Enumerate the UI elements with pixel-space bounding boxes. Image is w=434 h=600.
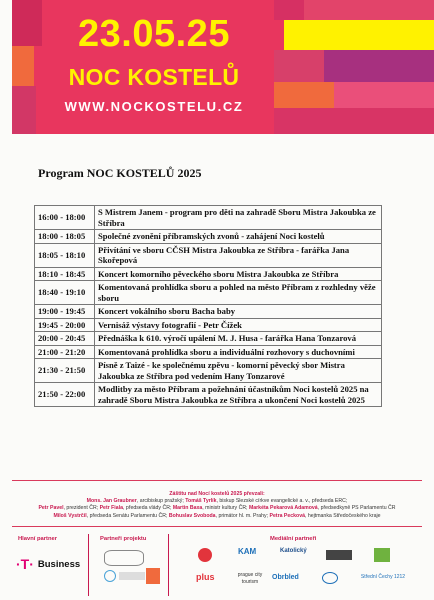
- event-title: NOC KOSTELŮ: [68, 64, 240, 90]
- program-row-time: 21:30 - 21:50: [35, 359, 95, 383]
- project-partners-label: Partneři projektu: [100, 536, 147, 542]
- patron-name: Bohuslav Svoboda: [168, 512, 216, 519]
- media-logo-green: [374, 548, 390, 562]
- program-row: [35, 345, 382, 359]
- program-row: [35, 383, 382, 407]
- program-row-time: 19:00 - 19:45: [35, 305, 95, 319]
- patron-name: Petra Pecková: [269, 512, 305, 519]
- divider: [12, 480, 422, 481]
- media-logo-kam: KAM: [238, 547, 257, 556]
- media-logo-plus: plus: [196, 572, 215, 582]
- program-row-text: Písně z Taizé - ke společnému zpěvu - komorní pěvecký sbor Mistra Jakoubka ze Stříbra pod vedením Hany Tonzarové: [95, 359, 382, 383]
- project-logo-4: [146, 568, 160, 584]
- patron-role: , předsedkyně PS Parlamentu ČR: [317, 505, 396, 512]
- main-partner-name: Business: [37, 558, 81, 570]
- program-row-time: 20:00 - 20:45: [35, 332, 95, 346]
- patronage-block: [14, 491, 420, 520]
- patron-role: , biskup Slezské církve evangelické a. v., předseda ERC;: [216, 498, 348, 505]
- deco-square: [274, 82, 334, 108]
- program-row-time: 21:00 - 21:20: [35, 345, 95, 359]
- deco-square: [284, 20, 434, 50]
- main-partner-label: Hlavní partner: [18, 536, 57, 542]
- patron-role: , předseda Senátu Parlamentu ČR;: [86, 512, 169, 519]
- media-logo-radio: [322, 572, 338, 584]
- program-row-text: S Mistrem Janem - program pro děti na zahradě Sboru Mistra Jakoubka ze Stříbra: [95, 206, 382, 230]
- patron-name: Petr Fiala: [99, 505, 123, 512]
- event-website: WWW.NOCKOSTELU.CZ: [64, 99, 244, 114]
- program-row-time: 16:00 - 18:00: [35, 206, 95, 230]
- media-logo-box: [326, 550, 352, 560]
- program-row: [35, 230, 382, 244]
- program-row-time: 18:10 - 18:45: [35, 267, 95, 281]
- deco-square: [274, 108, 434, 134]
- divider: [88, 534, 89, 596]
- patron-role: , arcibiskup pražský;: [136, 498, 186, 505]
- deco-square: [274, 50, 324, 82]
- telekom-t-icon: ·T·: [16, 556, 34, 572]
- media-logo-prague-city-tourism: prague city tourism: [237, 572, 263, 585]
- event-date: 23.05.25: [78, 13, 230, 55]
- header-banner: [12, 0, 434, 134]
- project-logo-2: [104, 570, 116, 582]
- program-row-text: Koncert vokálního sboru Bacha baby: [95, 305, 382, 319]
- program-table: [34, 205, 382, 407]
- patron-name: Petr Pavel: [38, 505, 64, 512]
- program-row: [35, 206, 382, 230]
- divider: [12, 526, 422, 527]
- deco-square: [12, 46, 34, 86]
- program-row: [35, 267, 382, 281]
- program-row-text: Koncert komorního pěveckého sboru Mistra Jakoubka ze Stříbra: [95, 267, 382, 281]
- patronage-line: [14, 513, 420, 520]
- program-row-text: Společné zvonění příbramských zvonů - zahájení Noci kostelů: [95, 230, 382, 244]
- program-row-time: 18:05 - 18:10: [35, 243, 95, 267]
- program-row: [35, 305, 382, 319]
- program-row: [35, 359, 382, 383]
- patron-role: , předseda vlády ČR;: [122, 505, 173, 512]
- patronage-line: [14, 505, 420, 512]
- program-title: Program NOC KOSTELŮ 2025: [38, 166, 202, 180]
- program-row: [35, 281, 382, 305]
- media-logo-stredni-cechy: Střední Čechy 1212: [360, 574, 406, 580]
- media-logo-circle: [198, 548, 212, 562]
- program-row: [35, 318, 382, 332]
- project-logo-3: [119, 572, 145, 580]
- program-row-text: Komentovaná prohlídka sboru a pohled na město Příbram z rozhledny věže sboru: [95, 281, 382, 305]
- program-row-time: 18:40 - 19:10: [35, 281, 95, 305]
- divider: [168, 534, 169, 596]
- program-row: [35, 243, 382, 267]
- media-partners-label: Mediální partneři: [270, 536, 317, 542]
- program-row-text: Vernisáž výstavy fotografií - Petr Čížek: [95, 318, 382, 332]
- patronage-heading: Záštitu nad Nocí kostelů 2025 převzali:: [169, 491, 265, 497]
- telekom-logo: [16, 556, 80, 572]
- media-logo-katolicky: Katolický: [280, 548, 307, 554]
- patron-name: Tomáš Tyrlík: [185, 498, 217, 505]
- program-row-time: 19:45 - 20:00: [35, 318, 95, 332]
- patron-name: Mons. Jan Graubner: [86, 498, 137, 505]
- deco-square: [304, 0, 434, 20]
- patron-role: , ministr kultury ČR;: [202, 505, 249, 512]
- program-row-time: 18:00 - 18:05: [35, 230, 95, 244]
- patron-name: Martin Baxa: [172, 505, 203, 512]
- program-row-time: 21:50 - 22:00: [35, 383, 95, 407]
- program-row: [35, 332, 382, 346]
- patron-role: , primátor hl. m. Prahy;: [215, 512, 270, 519]
- program-row-text: Modlitby za město Příbram a požehnání účastníkům Noci kostelů 2025 na zahradě Sboru Mistra Jakoubka ze Stříbra a ukončení Noci kostelů 2025: [95, 383, 382, 407]
- project-logo-1: [104, 550, 144, 566]
- program-row-text: Přednáška k 610. výročí upálení M. J. Husa - farářka Hana Tonzarová: [95, 332, 382, 346]
- deco-square: [334, 82, 434, 108]
- patron-role: , prezident ČR;: [63, 505, 100, 512]
- program-row-text: Komentovaná prohlídka sboru a individuální rozhovory s duchovními: [95, 345, 382, 359]
- patron-role: , hejtmanka Středočeského kraje: [304, 512, 381, 519]
- media-logo-obrbled: Obrbled: [272, 574, 299, 581]
- deco-square: [12, 86, 36, 134]
- deco-square: [324, 50, 434, 82]
- deco-square: [274, 0, 304, 20]
- program-row-text: Přivítání ve sboru CČSH Mistra Jakoubka ze Stříbra - farářka Jana Skořepová: [95, 243, 382, 267]
- patron-name: Markéta Pekarová Adamová: [248, 505, 318, 512]
- patron-name: Miloš Vystrčil: [53, 512, 87, 519]
